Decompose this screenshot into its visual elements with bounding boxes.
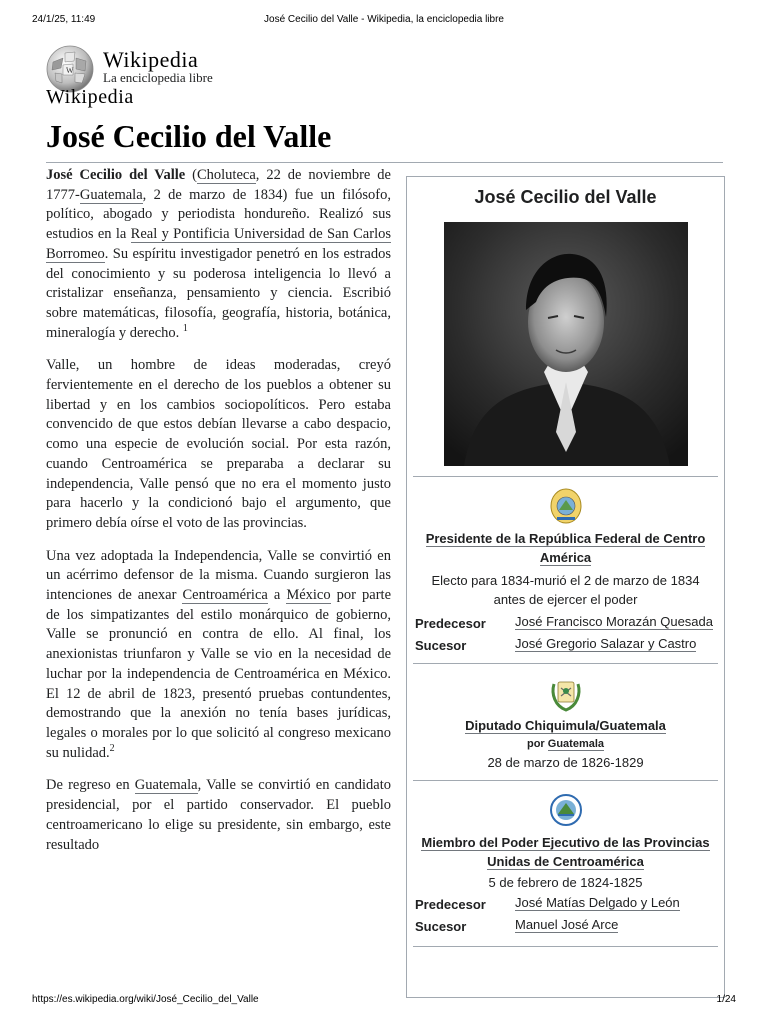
- infobox-title: José Cecilio del Valle: [474, 187, 657, 207]
- link-sucesor[interactable]: José Gregorio Salazar y Castro: [515, 636, 697, 651]
- infobox-section-miembro: [407, 781, 724, 944]
- text-run: por parte de los simpatizantes del estilo monárquico de gobierno, Valle se pronunció en contra de ello. Al final, los anexionistas triunfaron y Valle se vio en la necesidad de luchar por la independencia de Centroamérica en México. El 12 de abril de 1823, presentó pruebas contundentes, demostrando que la anexión no tenía bases jurídicas, legales o morales por lo que solicitó al congreso mexicano su nulidad.: [46, 587, 392, 761]
- link-presidente-rfca[interactable]: Presidente de la República Federal de Centro América: [425, 531, 706, 565]
- coat-of-arms-provincias-icon: [549, 791, 583, 829]
- link-guatemala-2[interactable]: Guatemala: [134, 777, 198, 794]
- article-body: [46, 166, 391, 868]
- infobox-section-diputado: [407, 664, 724, 780]
- link-choluteca[interactable]: Choluteca: [196, 167, 256, 183]
- text-run: , 22 de noviembre de 1777-: [46, 167, 391, 203]
- row-label: Sucesor: [415, 638, 467, 653]
- print-page-number: 1/24: [716, 994, 736, 1005]
- link-poder-ejecutivo[interactable]: Miembro del Poder Ejecutivo de las Provincias Unidas de Centroamérica: [421, 835, 710, 869]
- logo-wordmark: Wikipedia: [103, 47, 199, 72]
- coat-of-arms-icon: [549, 487, 583, 525]
- reference-2[interactable]: 2: [109, 742, 115, 754]
- infobox: [406, 176, 725, 998]
- reference-1[interactable]: 1: [182, 322, 188, 334]
- print-datetime: 24/1/25, 11:49: [32, 14, 96, 25]
- row-label: Predecesor: [415, 616, 486, 631]
- link-predecesor[interactable]: José Francisco Morazán Quesada: [515, 614, 713, 629]
- text-run: , Valle se convirtió en candidato presidencial, por el partido conservador. El pueblo centroamericano lo elige su presidente, sin embargo, este resultado: [46, 777, 391, 853]
- link-diputado[interactable]: Diputado Chiquimula/Guatemala: [465, 718, 666, 733]
- text-run: , 2 de marzo de 1834) fue un filósofo, político, abogado y periodista hondureño. Realizó sus estudios en la: [46, 186, 391, 243]
- logo-tagline: La enciclopedia libre: [103, 70, 213, 85]
- text-run: Una vez adoptada la Independencia, Valle se convirtió en un acérrimo defensor de la misma. Cuando surgieron las intenciones de anexar: [46, 547, 391, 604]
- row-sucesor: [415, 916, 716, 936]
- text-run: (: [185, 167, 197, 183]
- row-predecesor: [415, 894, 716, 914]
- logo-wordmark-secondary: Wikipedia: [46, 86, 134, 108]
- row-label: Predecesor: [415, 897, 486, 912]
- text-run: . Su espíritu investigador penetró en los estrados del conocimiento y su poderosa inteligencia lo llevó a cristalizar enseñanza, pensamiento y ciencia. Escribió sobre matemáticas, filosofía, geografía, historia, botánica, mineralogía y derecho.: [46, 245, 391, 341]
- term-text: 28 de marzo de 1826-1829: [487, 755, 644, 770]
- infobox-section-presidente: [407, 477, 724, 663]
- link-guatemala[interactable]: Guatemala: [79, 186, 143, 203]
- text-run: a: [267, 587, 287, 604]
- paragraph-independence: [46, 547, 391, 764]
- row-predecesor: [415, 613, 716, 633]
- row-sucesor: [415, 635, 716, 655]
- link-centroamerica[interactable]: Centroamérica: [182, 587, 268, 604]
- link-guatemala-infobox[interactable]: Guatemala: [547, 738, 605, 750]
- por-prefix: por: [526, 738, 548, 750]
- text-run: De regreso en: [46, 777, 135, 794]
- print-url: https://es.wikipedia.org/wiki/José_Cecilio_del_Valle: [32, 994, 259, 1005]
- link-sucesor[interactable]: Manuel José Arce: [515, 917, 619, 932]
- link-predecesor[interactable]: José Matías Delgado y León: [515, 895, 680, 910]
- term-text: Electo para 1834-murió el 2 de marzo de 1834 antes de ejercer el poder: [431, 573, 700, 607]
- paragraph-intro: [46, 166, 391, 343]
- row-label: Sucesor: [415, 919, 467, 934]
- title-divider: [46, 162, 723, 163]
- article-subject-name: José Cecilio del Valle: [46, 167, 186, 183]
- link-universidad-san-carlos[interactable]: Real y Pontificia Universidad de San Carlos Borromeo: [46, 226, 391, 262]
- term-text: 5 de febrero de 1824-1825: [488, 875, 643, 890]
- paragraph-ideas: Valle, un hombre de ideas moderadas, creyó fervientemente en el derecho de los pueblos a obtener su libertad y en los cambios sociopolíticos. Pero estaba convencido de que estos debían llevarse a cabo despacio, como una especie de evolución social. Por esta razón, cuando Centroamérica se preparaba a declarar su independencia, Valle pensó que no era el momento justo para hacerlo y la condicionó bajo el argumento, que primero debía oírse el voto de las provincias.: [46, 357, 391, 531]
- paragraph-return: [46, 776, 391, 855]
- print-header: [32, 14, 736, 30]
- portrait-image[interactable]: [444, 222, 688, 466]
- link-mexico[interactable]: México: [286, 587, 331, 604]
- coat-of-arms-guatemala-icon: [549, 674, 583, 712]
- print-page-title: José Cecilio del Valle - Wikipedia, la enciclopedia libre: [264, 14, 504, 25]
- infobox-divider: [413, 946, 718, 947]
- svg-text:W: W: [66, 66, 74, 75]
- page-title: José Cecilio del Valle: [46, 118, 332, 154]
- print-footer: [32, 994, 736, 1008]
